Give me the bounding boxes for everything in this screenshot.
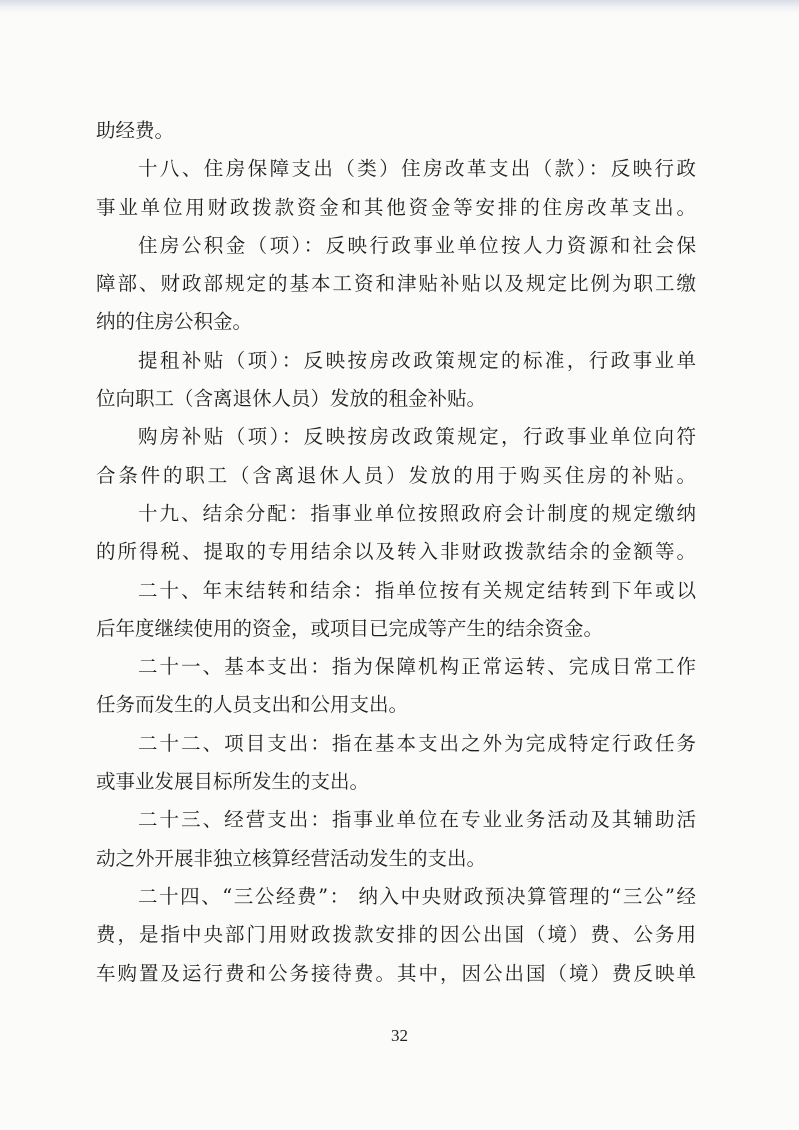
text-line-content: 动之外开展非独立核算经营活动发生的支出。 bbox=[96, 846, 487, 870]
text-line-content: 位向职工（含离退休人员）发放的租金补贴。 bbox=[96, 387, 487, 411]
text-line bbox=[96, 495, 696, 533]
text-line bbox=[96, 303, 696, 341]
text-line-content: 助经费。 bbox=[96, 119, 175, 142]
text-line-content: 二十三、经营支出：指事业单位在专业业务活动及其辅助活 bbox=[138, 808, 696, 832]
text-line-content: 任务而发生的人员支出和公用支出。 bbox=[96, 693, 409, 717]
text-line bbox=[96, 342, 696, 380]
text-line-content: 费，是指中央部门用财政拨款安排的因公出国（境）费、公务用 bbox=[96, 923, 696, 947]
text-line bbox=[96, 189, 696, 227]
text-line bbox=[96, 418, 696, 456]
text-line bbox=[96, 955, 696, 993]
text-line-content: 十八、住房保障支出（类）住房改革支出（款）：反映行政 bbox=[138, 157, 696, 181]
text-line bbox=[96, 610, 696, 648]
text-line-content: 事业单位用财政拨款资金和其他资金等安排的住房改革支出。 bbox=[96, 195, 696, 219]
text-line-content: 车购置及运行费和公务接待费。其中，因公出国（境）费反映单 bbox=[96, 961, 696, 985]
text-line bbox=[96, 572, 696, 610]
text-line-content: 二十一、基本支出：指为保障机构正常运转、完成日常工作 bbox=[138, 655, 696, 679]
text-line-content: 二十、年末结转和结余：指单位按有关规定结转到下年或以 bbox=[138, 578, 696, 602]
text-line bbox=[96, 763, 696, 801]
text-line-content: 合条件的职工（含离退休人员）发放的用于购买住房的补贴。 bbox=[96, 463, 696, 487]
text-line bbox=[96, 686, 696, 724]
text-line-content: 十九、结余分配：指事业单位按照政府会计制度的规定缴纳 bbox=[138, 501, 696, 525]
text-line-content: 或事业发展目标所发生的支出。 bbox=[96, 770, 370, 794]
text-line bbox=[96, 725, 696, 763]
text-line bbox=[96, 227, 696, 265]
text-line bbox=[96, 648, 696, 686]
page-number: 32 bbox=[391, 1026, 408, 1045]
text-line-content: 纳的住房公积金。 bbox=[96, 310, 253, 334]
document-body bbox=[96, 112, 696, 993]
text-line-content: 住房公积金（项）：反映行政事业单位按人力资源和社会保 bbox=[138, 233, 696, 257]
text-line bbox=[96, 840, 696, 878]
text-line-content: 的所得税、提取的专用结余以及转入非财政拨款结余的金额等。 bbox=[96, 540, 696, 564]
text-line-content: 提租补贴（项）：反映按房改政策规定的标准，行政事业单 bbox=[138, 348, 696, 372]
text-line bbox=[96, 878, 696, 916]
text-line bbox=[96, 265, 696, 303]
text-line bbox=[96, 112, 696, 150]
text-line bbox=[96, 801, 696, 839]
text-line-content: 障部、财政部规定的基本工资和津贴补贴以及规定比例为职工缴 bbox=[96, 272, 696, 296]
text-line bbox=[96, 150, 696, 188]
text-line bbox=[96, 916, 696, 954]
text-line bbox=[96, 380, 696, 418]
text-line bbox=[96, 457, 696, 495]
text-line-content: 二十二、项目支出：指在基本支出之外为完成特定行政任务 bbox=[138, 731, 696, 755]
text-line bbox=[96, 533, 696, 571]
text-line-content: 后年度继续使用的资金，或项目已完成等产生的结余资金。 bbox=[96, 616, 604, 640]
text-line-content: 二十四、“三公经费”： 纳入中央财政预决算管理的“三公”经 bbox=[138, 884, 696, 908]
scan-top-edge bbox=[0, 0, 799, 14]
text-line-content: 购房补贴（项）：反映按房改政策规定，行政事业单位向符 bbox=[138, 425, 696, 449]
